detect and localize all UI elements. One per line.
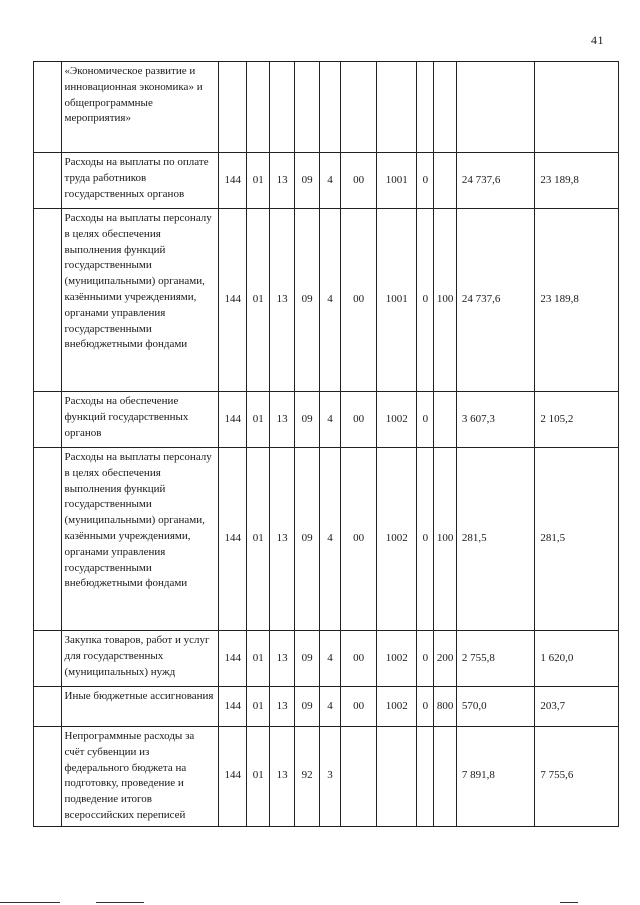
col-amount-plan: 24 737,6 — [456, 209, 534, 392]
col-section — [247, 62, 270, 153]
col-subsection: 13 — [270, 392, 294, 448]
col-admin-code — [219, 62, 247, 153]
col-subprogram: 4 — [320, 209, 340, 392]
col-direction: 1002 — [377, 631, 417, 687]
col-section: 01 — [247, 631, 270, 687]
col-program: 09 — [294, 448, 319, 631]
col-amount-actual: 23 189,8 — [535, 153, 619, 209]
col-program: 09 — [294, 631, 319, 687]
col-direction: 1002 — [377, 448, 417, 631]
col-admin-code: 144 — [219, 448, 247, 631]
page-number: 41 — [591, 33, 604, 47]
col-subsection: 13 — [270, 727, 294, 827]
row-item-name: Закупка товаров, работ и услуг для государственных (муниципальных) нужд — [61, 631, 219, 687]
table-row — [34, 687, 619, 727]
row-item-name: «Экономическое развитие и инновационная экономика» и общепрограммные мероприятия» — [61, 62, 219, 153]
row-item-name: Иные бюджетные ассигнования — [61, 687, 219, 727]
col-amount-actual: 281,5 — [535, 448, 619, 631]
col-admin-code: 144 — [219, 687, 247, 727]
budget-table — [33, 61, 619, 827]
col-admin-code: 144 — [219, 392, 247, 448]
col-subprogram: 3 — [320, 727, 340, 827]
col-amount-actual — [535, 62, 619, 153]
row-item-name: Расходы на выплаты персоналу в целях обеспечения выполнения функций государственными (муниципальными) органами, казённыими учреждениями, органами управления государственными внебюджетными фондами — [61, 209, 219, 392]
row-item-name: Расходы на выплаты персоналу в целях обеспечения выполнения функций государственными (муниципальными) органами, казёнными учреждениями, органами управления государственными внебюджетными фондами — [61, 448, 219, 631]
col-main-event: 00 — [340, 392, 377, 448]
scan-edge-marks — [0, 900, 640, 905]
col-section: 01 — [247, 448, 270, 631]
col-direction-suffix — [417, 62, 434, 153]
col-main-event: 00 — [340, 209, 377, 392]
col-main-event — [340, 62, 377, 153]
col-amount-actual: 1 620,0 — [535, 631, 619, 687]
col-subprogram — [320, 62, 340, 153]
col-amount-plan: 7 891,8 — [456, 727, 534, 827]
col-subsection: 13 — [270, 631, 294, 687]
col-direction-suffix — [417, 727, 434, 827]
col-direction: 1002 — [377, 687, 417, 727]
col-direction: 1001 — [377, 153, 417, 209]
col-direction: 1001 — [377, 209, 417, 392]
col-direction-suffix: 0 — [417, 209, 434, 392]
table-row — [34, 62, 619, 153]
table-row — [34, 631, 619, 687]
col-expense-type: 200 — [434, 631, 456, 687]
col-direction-suffix: 0 — [417, 687, 434, 727]
col-subsection — [270, 62, 294, 153]
col-main-event: 00 — [340, 631, 377, 687]
budget-table-body — [34, 62, 619, 827]
col-direction — [377, 62, 417, 153]
row-number-cell — [34, 448, 62, 631]
col-section: 01 — [247, 209, 270, 392]
col-subprogram: 4 — [320, 631, 340, 687]
col-subsection: 13 — [270, 209, 294, 392]
col-main-event — [340, 727, 377, 827]
row-number-cell — [34, 153, 62, 209]
row-number-cell — [34, 392, 62, 448]
col-amount-actual: 7 755,6 — [535, 727, 619, 827]
col-program: 09 — [294, 687, 319, 727]
col-subprogram: 4 — [320, 687, 340, 727]
col-amount-plan: 3 607,3 — [456, 392, 534, 448]
col-direction-suffix: 0 — [417, 392, 434, 448]
col-subsection: 13 — [270, 687, 294, 727]
col-expense-type — [434, 153, 456, 209]
col-expense-type — [434, 392, 456, 448]
table-row — [34, 153, 619, 209]
col-direction-suffix: 0 — [417, 153, 434, 209]
row-number-cell — [34, 727, 62, 827]
row-number-cell — [34, 209, 62, 392]
col-subprogram: 4 — [320, 392, 340, 448]
col-main-event: 00 — [340, 687, 377, 727]
row-number-cell — [34, 631, 62, 687]
col-program: 09 — [294, 392, 319, 448]
col-direction: 1002 — [377, 392, 417, 448]
col-expense-type: 100 — [434, 209, 456, 392]
col-admin-code: 144 — [219, 153, 247, 209]
col-section: 01 — [247, 392, 270, 448]
row-item-name: Непрограммные расходы за счёт субвенции из федерального бюджета на подготовку, проведение и подведение итогов всероссийских переписей — [61, 727, 219, 827]
col-amount-plan — [456, 62, 534, 153]
col-amount-plan: 281,5 — [456, 448, 534, 631]
col-expense-type: 800 — [434, 687, 456, 727]
col-program: 09 — [294, 153, 319, 209]
row-number-cell — [34, 687, 62, 727]
col-admin-code: 144 — [219, 631, 247, 687]
col-program: 92 — [294, 727, 319, 827]
table-row — [34, 392, 619, 448]
col-direction — [377, 727, 417, 827]
row-item-name: Расходы на выплаты по оплате труда работников государственных органов — [61, 153, 219, 209]
col-admin-code: 144 — [219, 727, 247, 827]
row-item-name: Расходы на обеспечение функций государственных органов — [61, 392, 219, 448]
col-amount-actual: 2 105,2 — [535, 392, 619, 448]
col-amount-actual: 203,7 — [535, 687, 619, 727]
col-expense-type — [434, 727, 456, 827]
col-amount-plan: 570,0 — [456, 687, 534, 727]
table-row — [34, 209, 619, 392]
table-row — [34, 448, 619, 631]
col-section: 01 — [247, 153, 270, 209]
table-row — [34, 727, 619, 827]
row-number-cell — [34, 62, 62, 153]
col-direction-suffix: 0 — [417, 631, 434, 687]
col-amount-plan: 2 755,8 — [456, 631, 534, 687]
col-section: 01 — [247, 727, 270, 827]
col-program: 09 — [294, 209, 319, 392]
col-subsection: 13 — [270, 153, 294, 209]
col-subprogram: 4 — [320, 448, 340, 631]
col-admin-code: 144 — [219, 209, 247, 392]
col-program — [294, 62, 319, 153]
col-subprogram: 4 — [320, 153, 340, 209]
col-amount-actual: 23 189,8 — [535, 209, 619, 392]
col-main-event: 00 — [340, 153, 377, 209]
col-main-event: 00 — [340, 448, 377, 631]
col-expense-type: 100 — [434, 448, 456, 631]
col-direction-suffix: 0 — [417, 448, 434, 631]
col-subsection: 13 — [270, 448, 294, 631]
col-amount-plan: 24 737,6 — [456, 153, 534, 209]
col-expense-type — [434, 62, 456, 153]
col-section: 01 — [247, 687, 270, 727]
